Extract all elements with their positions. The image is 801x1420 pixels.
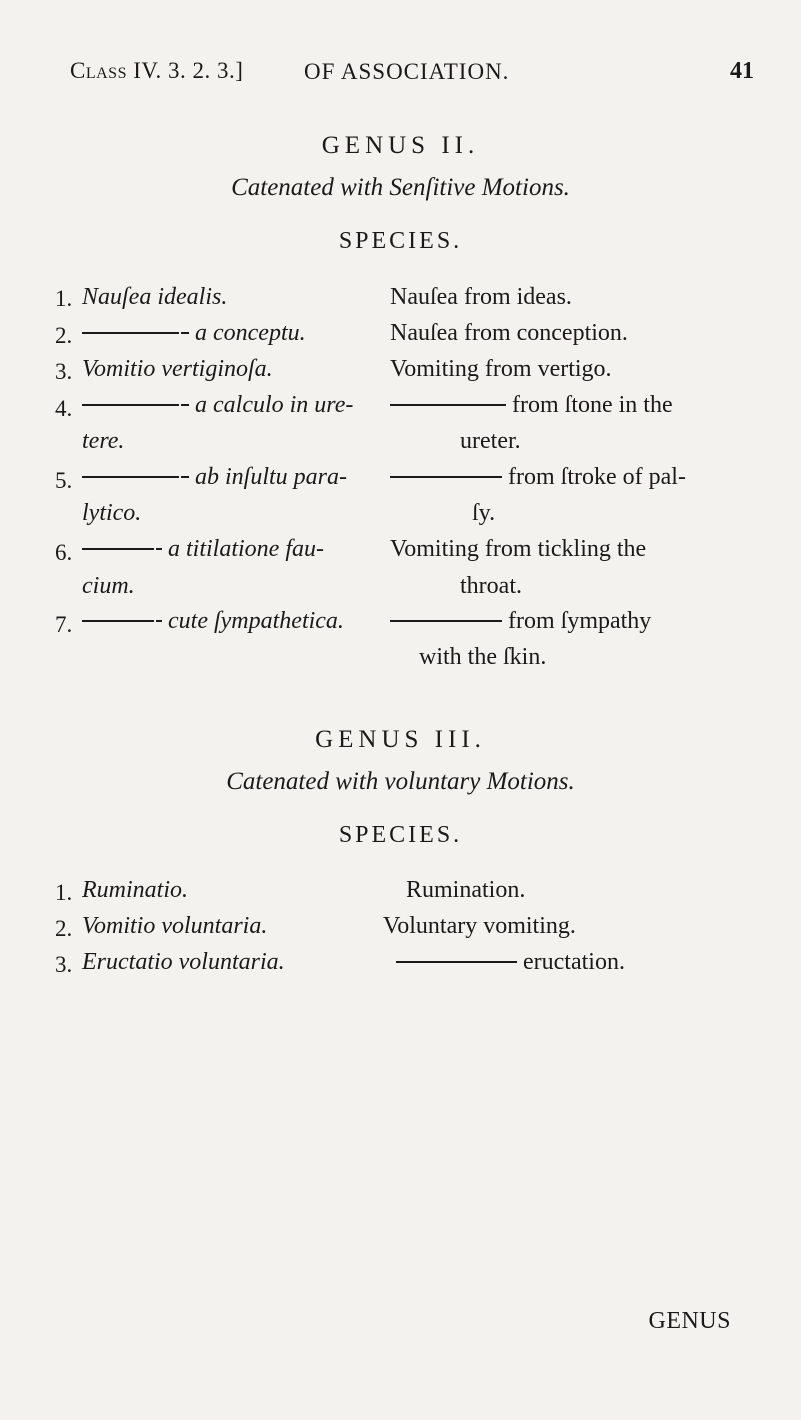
- genus-3-heading: GENUS III.: [315, 726, 486, 753]
- class-ref: IV. 3. 2. 3.]: [133, 58, 244, 83]
- species-english-cont: ureter.: [460, 428, 521, 454]
- ditto-dash: [156, 620, 162, 622]
- ditto-dash: [82, 548, 154, 550]
- ditto-dash: [82, 332, 179, 334]
- species-latin: Eructatio voluntaria.: [82, 949, 285, 975]
- genus-2-subtitle: Catenated with Senſitive Motions.: [231, 174, 570, 201]
- species-number: 4.: [55, 396, 73, 421]
- catchword: GENUS: [648, 1308, 731, 1334]
- species-english: from ſympathy: [508, 608, 652, 634]
- species-english-row: [390, 608, 651, 635]
- species-number: 1.: [55, 880, 73, 905]
- species-english: Vomiting from tickling the: [390, 536, 647, 562]
- genus-3-species-heading: SPECIES.: [338, 822, 463, 848]
- running-title: OF ASSOCIATION.: [304, 59, 510, 84]
- species-english-cont: throat.: [460, 573, 522, 599]
- species-latin-row: [82, 536, 324, 563]
- species-latin-cont: lytico.: [82, 500, 142, 526]
- ditto-dash: [156, 548, 162, 550]
- species-latin-row: [82, 392, 353, 419]
- species-number: 2.: [55, 323, 73, 348]
- species-number: 3.: [55, 359, 73, 384]
- species-english-row: [390, 392, 673, 419]
- species-latin: ab inſultu para-: [195, 464, 348, 490]
- species-english: Nauſea from conception.: [390, 320, 628, 346]
- class-label: Class: [70, 58, 127, 83]
- species-latin: Vomitio vertiginoſa.: [82, 356, 273, 382]
- ditto-dash: [396, 961, 517, 963]
- species-number: 6.: [55, 540, 73, 565]
- species-latin: Ruminatio.: [82, 877, 188, 903]
- class-reference: [70, 58, 243, 84]
- species-number: 1.: [55, 286, 73, 311]
- genus-2-species-heading: SPECIES.: [338, 228, 463, 254]
- species-english: Nauſea from ideas.: [390, 284, 572, 310]
- species-english: from ſtone in the: [512, 392, 673, 418]
- page-number: 41: [730, 58, 754, 84]
- ditto-dash: [390, 404, 506, 406]
- species-latin-row: [82, 608, 344, 635]
- ditto-dash: [181, 332, 189, 334]
- species-english-row: [396, 949, 625, 976]
- species-latin-row: [82, 464, 347, 491]
- species-number: 2.: [55, 916, 73, 941]
- ditto-dash: [82, 476, 179, 478]
- species-english: Voluntary vomiting.: [383, 913, 576, 939]
- species-latin-row: [82, 320, 306, 347]
- species-english-cont: ſy.: [472, 500, 496, 526]
- ditto-dash: [181, 404, 189, 406]
- running-head: [70, 58, 760, 98]
- genus-2-heading: GENUS II.: [321, 132, 480, 159]
- genus-3-subtitle: Catenated with voluntary Motions.: [226, 768, 575, 795]
- ditto-dash: [82, 620, 154, 622]
- species-latin: Nauſea idealis.: [82, 284, 228, 310]
- species-number: 5.: [55, 468, 73, 493]
- ditto-dash: [181, 476, 189, 478]
- species-english: Vomiting from vertigo.: [390, 356, 612, 382]
- species-latin: a calculo in ure-: [195, 392, 354, 418]
- species-english: Rumination.: [406, 877, 526, 903]
- species-latin: cute ſympathetica.: [168, 608, 344, 634]
- species-latin-cont: tere.: [82, 428, 125, 454]
- species-latin: Vomitio voluntaria.: [82, 913, 268, 939]
- ditto-dash: [390, 476, 502, 478]
- species-english: from ſtroke of pal-: [508, 464, 686, 490]
- ditto-dash: [390, 620, 502, 622]
- species-latin: a titilatione fau-: [168, 536, 324, 562]
- species-number: 3.: [55, 952, 73, 977]
- species-latin: a conceptu.: [195, 320, 306, 346]
- species-english: eructation.: [523, 949, 625, 975]
- species-number: 7.: [55, 612, 73, 637]
- ditto-dash: [82, 404, 179, 406]
- species-english-cont: with the ſkin.: [419, 644, 547, 670]
- species-latin-cont: cium.: [82, 573, 135, 599]
- species-english-row: [390, 464, 686, 491]
